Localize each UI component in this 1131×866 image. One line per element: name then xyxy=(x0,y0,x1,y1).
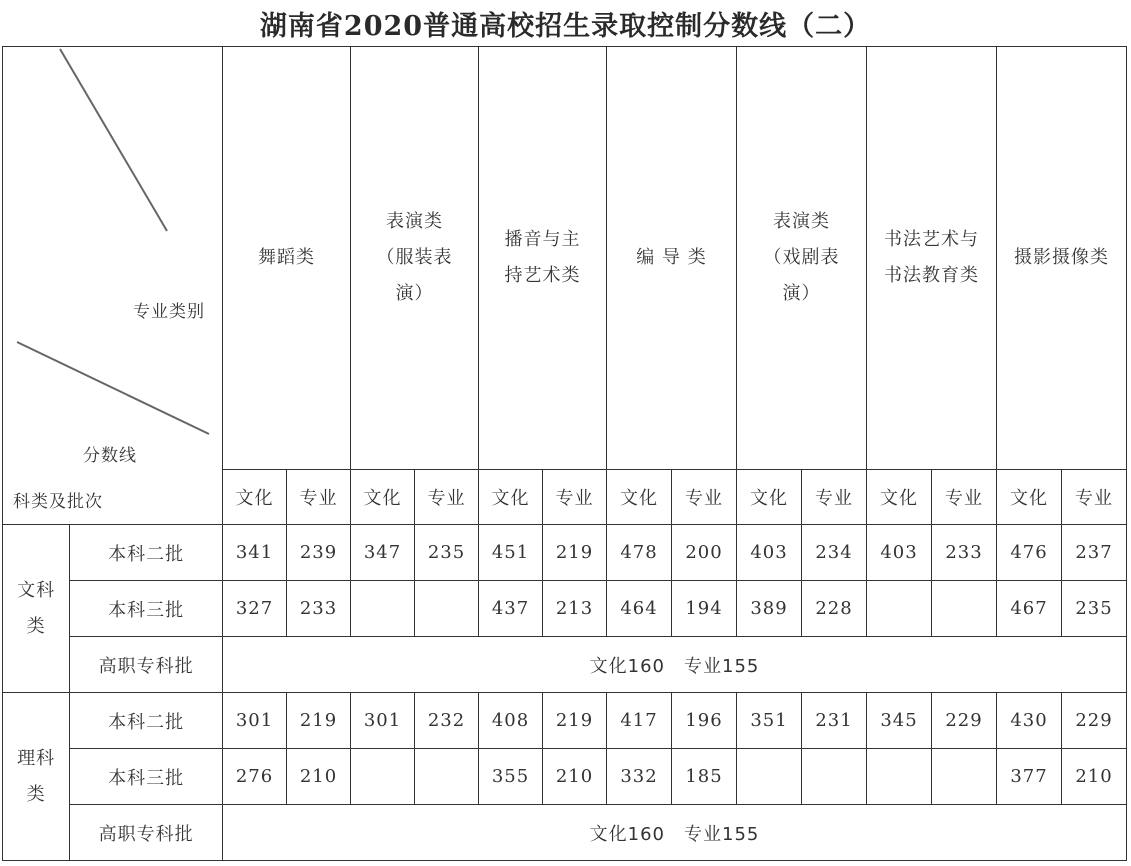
subject-group-label: 类 xyxy=(26,615,46,637)
category-header xyxy=(997,47,1127,470)
category-header xyxy=(479,47,607,470)
score-cell: 403 xyxy=(867,525,932,581)
score-cell: 196 xyxy=(672,693,737,749)
page-title: 湖南省2020普通高校招生录取控制分数线（二） xyxy=(259,11,872,42)
score-cell: 332 xyxy=(607,749,672,805)
subheader-wenhua: 文化 xyxy=(737,469,802,524)
batch-label: 本科二批 xyxy=(70,693,223,749)
merged-score-cell: 文化160 专业155 xyxy=(223,637,1127,693)
score-cell xyxy=(415,749,479,805)
batch-label: 高职专科批 xyxy=(70,637,223,693)
corner-label-score: 分数线 xyxy=(83,446,137,466)
subheader-wenhua: 文化 xyxy=(479,469,543,524)
score-cell: 229 xyxy=(1062,693,1127,749)
subheader-zhuanye: 专业 xyxy=(1062,469,1127,524)
score-cell: 355 xyxy=(479,749,543,805)
score-cell xyxy=(415,581,479,637)
score-cell: 437 xyxy=(479,581,543,637)
table-row xyxy=(3,581,1127,637)
table-row xyxy=(3,805,1127,861)
score-cell: 213 xyxy=(543,581,607,637)
subheader-zhuanye: 专业 xyxy=(543,469,607,524)
score-cell: 301 xyxy=(223,693,287,749)
batch-label: 本科三批 xyxy=(70,581,223,637)
subheader-wenhua: 文化 xyxy=(607,469,672,524)
score-cell: 301 xyxy=(351,693,415,749)
subject-group-label: 类 xyxy=(26,783,46,805)
subheader-zhuanye: 专业 xyxy=(287,469,351,524)
subheader-wenhua: 文化 xyxy=(997,469,1062,524)
category-header-line: 书法教育类 xyxy=(884,264,979,286)
table-row xyxy=(3,525,1127,581)
score-cell: 229 xyxy=(932,693,997,749)
score-cell: 408 xyxy=(479,693,543,749)
score-cell: 194 xyxy=(672,581,737,637)
score-cell: 351 xyxy=(737,693,802,749)
category-header-line: 摄影摄像类 xyxy=(1014,246,1109,268)
score-cell xyxy=(867,749,932,805)
corner-label-batch: 科类及批次 xyxy=(13,492,103,512)
score-cell: 389 xyxy=(737,581,802,637)
score-cell: 347 xyxy=(351,525,415,581)
score-cell: 219 xyxy=(287,693,351,749)
table-row xyxy=(3,693,1127,749)
subheader-wenhua: 文化 xyxy=(351,469,415,524)
score-cell: 478 xyxy=(607,525,672,581)
score-cell: 234 xyxy=(802,525,867,581)
category-header xyxy=(607,47,737,470)
merged-score-cell: 文化160 专业155 xyxy=(223,805,1127,861)
category-header xyxy=(867,47,997,470)
category-header-line: 书法艺术与 xyxy=(884,228,979,250)
category-header xyxy=(351,47,479,470)
category-header-line: （服装表 xyxy=(376,246,453,268)
score-cell: 210 xyxy=(287,749,351,805)
category-header-line: 持艺术类 xyxy=(504,264,581,286)
score-cell: 417 xyxy=(607,693,672,749)
score-cell: 467 xyxy=(997,581,1062,637)
category-header-line: 演） xyxy=(782,282,821,304)
score-table xyxy=(2,46,1127,861)
score-cell: 228 xyxy=(802,581,867,637)
score-cell xyxy=(802,749,867,805)
score-cell: 235 xyxy=(1062,581,1127,637)
corner-label-category: 专业类别 xyxy=(133,302,205,322)
score-cell xyxy=(867,581,932,637)
category-header-line: 舞蹈类 xyxy=(258,246,315,268)
batch-label: 高职专科批 xyxy=(70,805,223,861)
score-cell: 430 xyxy=(997,693,1062,749)
corner-header-cell xyxy=(3,47,223,525)
score-cell: 185 xyxy=(672,749,737,805)
category-header-line: 播音与主 xyxy=(504,228,581,250)
score-cell: 345 xyxy=(867,693,932,749)
category-header-line: 表演类 xyxy=(386,210,443,232)
score-cell: 232 xyxy=(415,693,479,749)
score-cell: 200 xyxy=(672,525,737,581)
category-header xyxy=(737,47,867,470)
subject-group-cell xyxy=(3,693,70,861)
score-cell xyxy=(351,749,415,805)
score-cell: 235 xyxy=(415,525,479,581)
score-cell: 210 xyxy=(1062,749,1127,805)
category-header-line: 演） xyxy=(395,282,434,304)
subheader-zhuanye: 专业 xyxy=(932,469,997,524)
score-cell: 476 xyxy=(997,525,1062,581)
subject-group-label: 理科 xyxy=(17,747,56,769)
batch-label: 本科三批 xyxy=(70,749,223,805)
subheader-wenhua: 文化 xyxy=(223,469,287,524)
score-cell xyxy=(737,749,802,805)
score-cell: 219 xyxy=(543,525,607,581)
subheader-zhuanye: 专业 xyxy=(802,469,867,524)
category-header-line: 表演类 xyxy=(773,210,830,232)
score-cell: 233 xyxy=(932,525,997,581)
score-cell: 451 xyxy=(479,525,543,581)
subheader-zhuanye: 专业 xyxy=(415,469,479,524)
score-cell: 341 xyxy=(223,525,287,581)
category-header-line: （戏剧表 xyxy=(763,246,840,268)
score-cell xyxy=(932,749,997,805)
subheader-zhuanye: 专业 xyxy=(672,469,737,524)
score-cell: 327 xyxy=(223,581,287,637)
table-row xyxy=(3,749,1127,805)
score-cell: 219 xyxy=(543,693,607,749)
score-cell: 464 xyxy=(607,581,672,637)
score-cell: 210 xyxy=(543,749,607,805)
category-header xyxy=(223,47,351,470)
score-cell: 403 xyxy=(737,525,802,581)
score-cell: 233 xyxy=(287,581,351,637)
score-cell: 276 xyxy=(223,749,287,805)
score-cell: 239 xyxy=(287,525,351,581)
score-cell: 377 xyxy=(997,749,1062,805)
table-row xyxy=(3,637,1127,693)
score-cell xyxy=(932,581,997,637)
score-cell xyxy=(351,581,415,637)
score-cell: 231 xyxy=(802,693,867,749)
score-cell: 237 xyxy=(1062,525,1127,581)
subject-group-label: 文科 xyxy=(17,579,56,601)
batch-label: 本科二批 xyxy=(70,525,223,581)
subheader-wenhua: 文化 xyxy=(867,469,932,524)
category-header-line: 编 导 类 xyxy=(636,246,707,268)
subject-group-cell xyxy=(3,525,70,693)
